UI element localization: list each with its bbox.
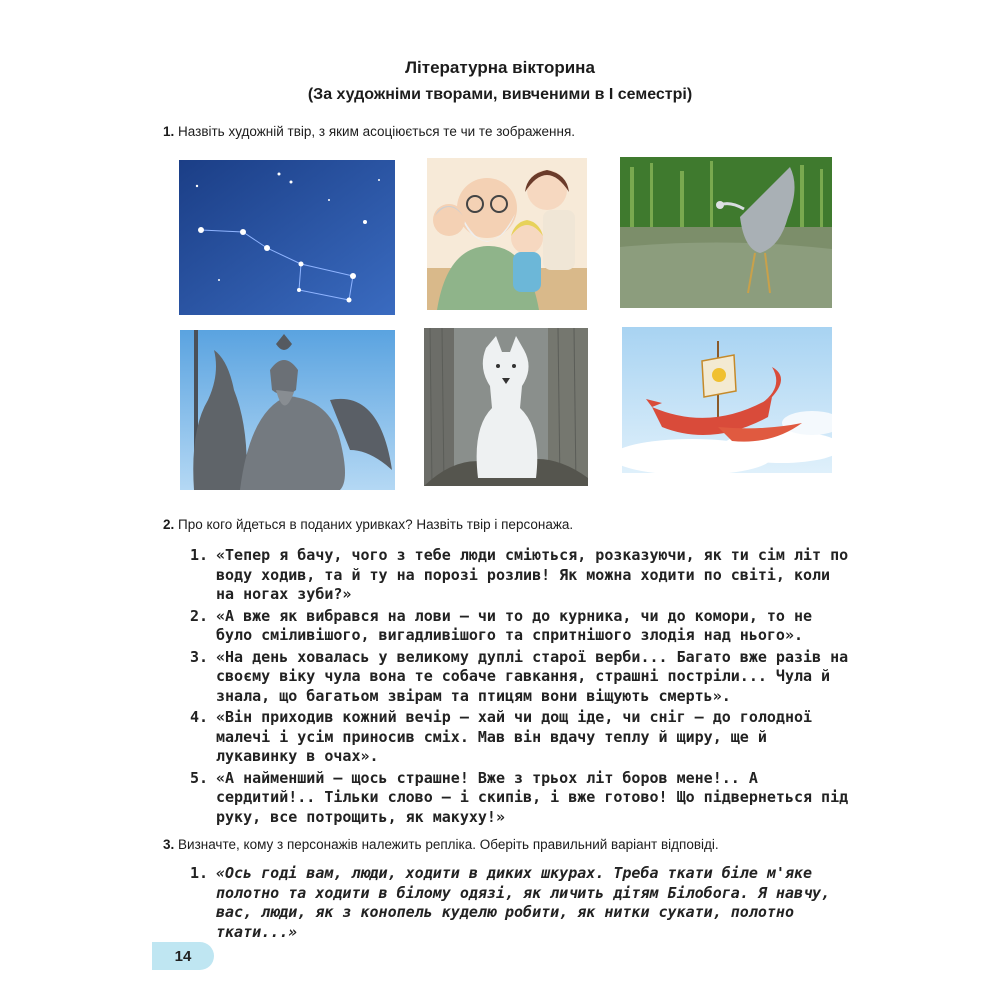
list-item-number: 1. <box>190 864 209 882</box>
warrior-horse-statue-image <box>180 330 395 490</box>
question-2 <box>163 517 573 532</box>
list-item <box>190 708 850 767</box>
page-subtitle: (За художніми творами, вивченими в І семестрі) <box>307 86 693 103</box>
question-2-text: Про кого йдеться в поданих уривках? Назвіть твір і персонажа. <box>178 517 574 532</box>
heron-image <box>620 157 832 308</box>
question-1 <box>163 124 575 139</box>
list-item <box>190 769 850 828</box>
list-item-text: «Ось годі вам, люди, ходити в диких шкурах. Треба ткати біле м'яке полотно та ходити в білому одязі, як личить дітям Білобога. Я навчу, вас, люди, як з конопель куделю робити, як нитки сукати, полотно ткати...» <box>216 864 831 941</box>
list-item-number: 5. <box>190 768 209 787</box>
white-wolf-image <box>424 328 588 486</box>
list-item-text: «А найменший – щось страшне! Вже з трьох літ боров мене!.. А сердитий!.. Тільки слово – і скипів, і вже готово! Що підвернеться під руку, все потрощить, як макуху!» <box>216 768 849 826</box>
list-item <box>190 864 850 942</box>
question-3 <box>163 837 719 852</box>
page-number: 14 <box>152 942 214 970</box>
question-2-excerpts <box>190 546 850 829</box>
list-item-number: 2. <box>190 606 209 625</box>
question-3-quotes <box>190 864 850 944</box>
list-item <box>190 546 850 605</box>
constellation-image <box>179 160 395 315</box>
question-3-text: Визначте, кому з персонажів належить репліка. Оберіть правильний варіант відповіді. <box>178 837 719 852</box>
list-item-text: «Він приходив кожний вечір – хай чи дощ іде, чи сніг – до голодної малечі і усім приносив сміх. Мав він вдачу теплу й щиру, ще й лукавинку в очах». <box>216 708 813 765</box>
list-item-text: «На день ховалась у великому дуплі старої верби... Багато вже разів на своєму віку чула вона те собаче гавкання, страшні постріли... Чула й знала, що багатьом звірам та птицям вони віщують смерть». <box>216 647 849 705</box>
list-item-number: 1. <box>190 546 209 564</box>
list-item-number: 3. <box>190 647 209 666</box>
list-item <box>190 648 850 707</box>
grandfather-children-image <box>427 158 587 310</box>
list-item-number: 4. <box>190 708 209 726</box>
list-item-text: «Тепер я бачу, чого з тебе люди сміються, розказуючи, як ти сім літ по воду ходив, та й ту на порозі розлив! Як можна ходити по світі, коли на ногах зуби?» <box>216 546 849 603</box>
question-1-number: 1. <box>163 124 175 139</box>
question-1-text: Назвіть художній твір, з яким асоціюється те чи те зображення. <box>178 124 576 139</box>
flying-ship-image <box>622 327 832 473</box>
list-item <box>190 607 850 646</box>
question-2-number: 2. <box>163 517 175 532</box>
question-3-number: 3. <box>163 837 175 852</box>
list-item-text: «А вже як вибрався на лови – чи то до курника, чи до комори, то не було сміливішого, вигадливішого та спритнішого злодія над нього». <box>216 606 813 644</box>
page-title: Літературна вікторина <box>405 58 595 77</box>
